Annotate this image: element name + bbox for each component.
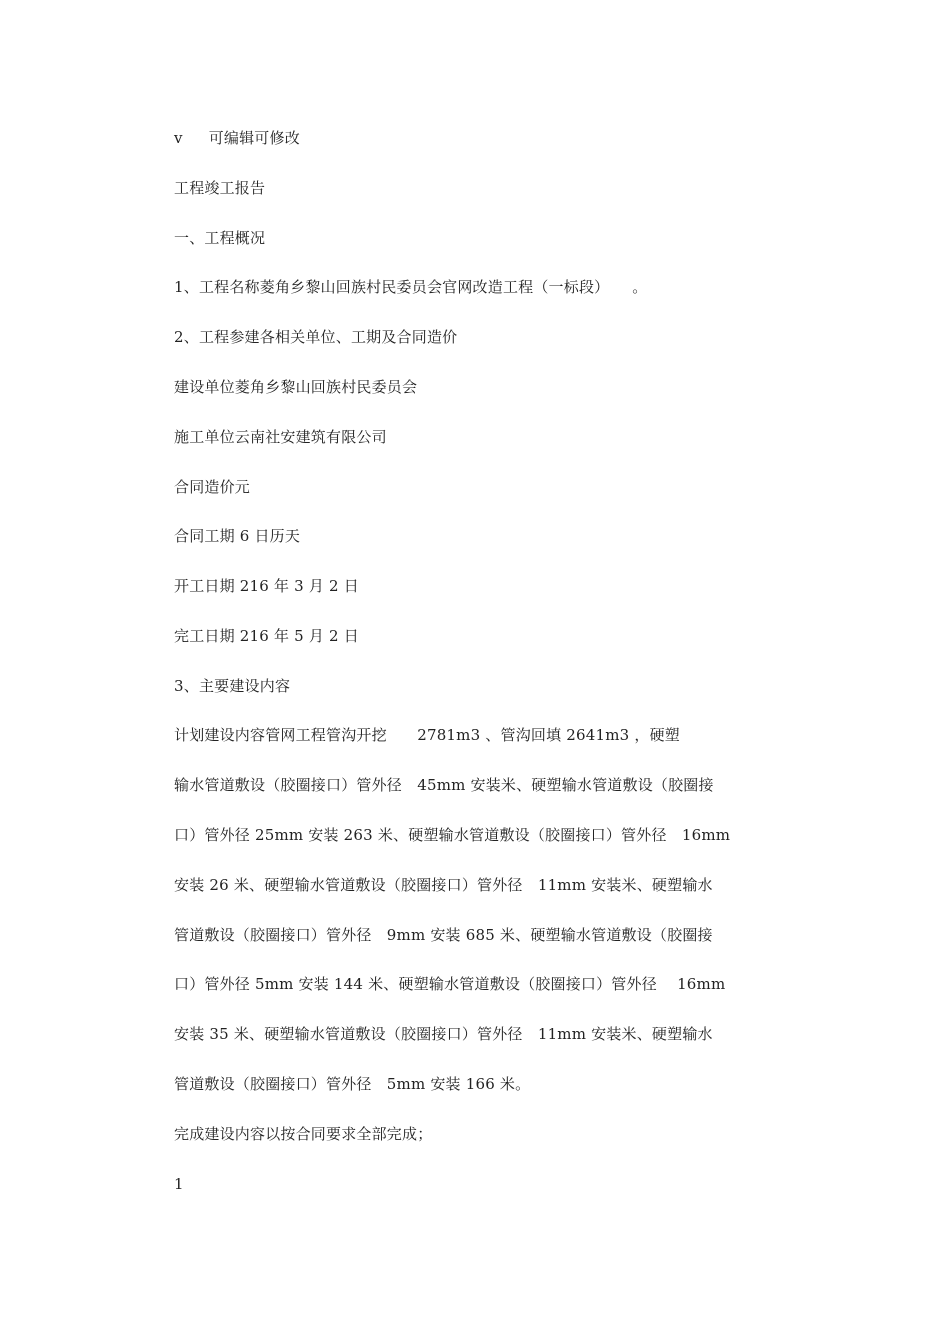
content-line: 管道敷设（胶圈接口）管外径 9mm 安装 685 米、硬塑输水管道敷设（胶圈接 [174, 926, 713, 944]
content-line: 计划建设内容管网工程管沟开挖 2781m3 、管沟回填 2641m3 ，硬塑 [174, 726, 680, 744]
content-line: 管道敷设（胶圈接口）管外径 5mm 安装 166 米。 [174, 1075, 531, 1093]
contractor-unit: 施工单位云南社安建筑有限公司 [174, 428, 387, 446]
builder-unit: 建设单位菱角乡黎山回族村民委员会 [174, 378, 418, 396]
main-content-heading: 3、主要建设内容 [174, 677, 291, 695]
section-heading-overview: 一、工程概况 [174, 229, 266, 247]
header-note-text: 可编辑可修改 [208, 129, 300, 147]
end-date: 完工日期 216 年 5 月 2 日 [174, 627, 359, 645]
content-line: 口）管外径 25mm 安装 263 米、硬塑输水管道敷设（胶圈接口）管外径 16mm [174, 826, 731, 844]
document-title: 工程竣工报告 [174, 179, 266, 197]
content-line: 口）管外径 5mm 安装 144 米、硬塑输水管道敷设（胶圈接口）管外径 16mm [174, 975, 726, 993]
start-date: 开工日期 216 年 3 月 2 日 [174, 577, 359, 595]
page-number: 1 [174, 1175, 184, 1193]
completion-statement: 完成建设内容以按合同要求全部完成； [174, 1125, 433, 1143]
participants-heading: 2、工程参建各相关单位、工期及合同造价 [174, 328, 458, 346]
header-marker: v [174, 129, 183, 147]
content-line: 输水管道敷设（胶圈接口）管外径 45mm 安装米、硬塑输水管道敷设（胶圈接 [174, 776, 714, 794]
contract-period: 合同工期 6 日历天 [174, 527, 301, 545]
content-line: 安装 35 米、硬塑输水管道敷设（胶圈接口）管外径 11mm 安装米、硬塑输水 [174, 1025, 713, 1043]
contract-price: 合同造价元 [174, 478, 251, 496]
header-note [174, 128, 300, 148]
project-name: 1、工程名称菱角乡黎山回族村民委员会官网改造工程（一标段） 。 [174, 278, 648, 296]
content-line: 安装 26 米、硬塑输水管道敷设（胶圈接口）管外径 11mm 安装米、硬塑输水 [174, 876, 713, 894]
